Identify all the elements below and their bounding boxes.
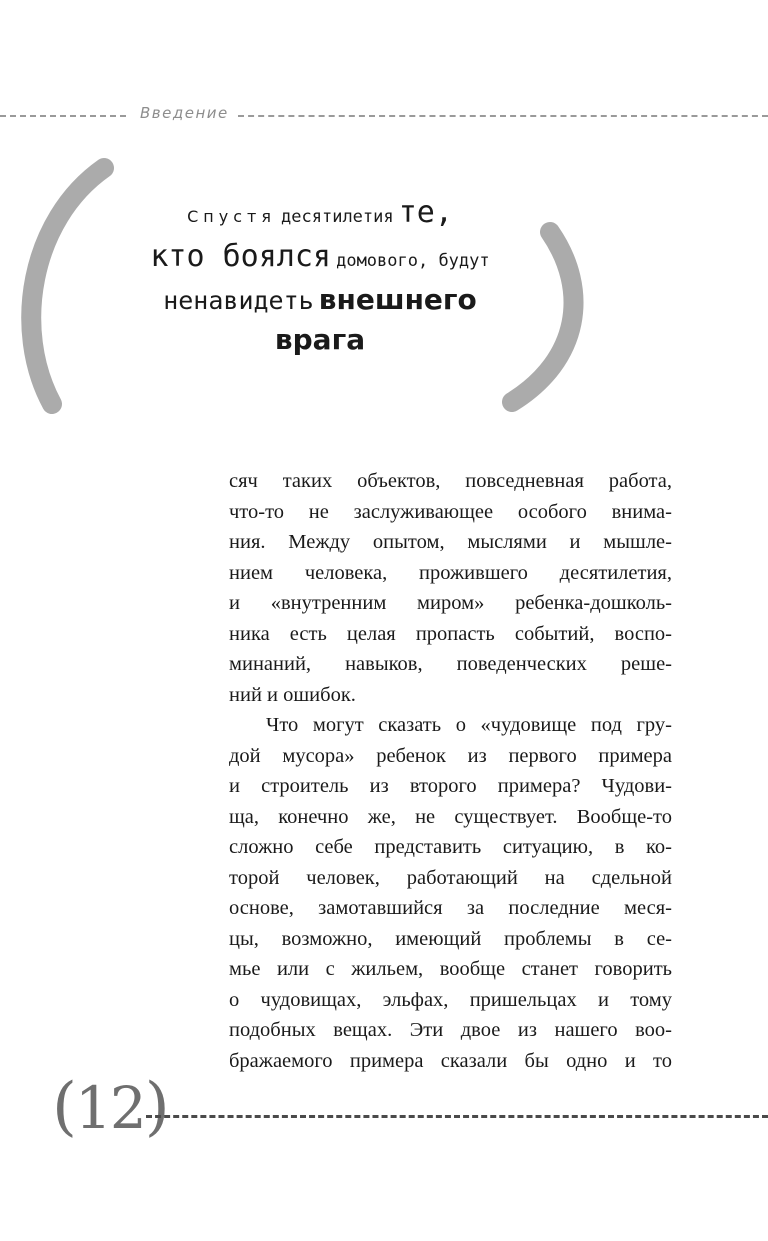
body-text bbox=[229, 466, 672, 1076]
text-line: цы, возможно, имеющий проблемы в се- bbox=[229, 927, 672, 950]
page-number bbox=[52, 1070, 168, 1144]
text-line: Что могут сказать о «чудовище под гру- bbox=[266, 714, 672, 736]
quote-word: домового, будут bbox=[336, 251, 490, 271]
text-line: ника есть целая пропасть событий, воспо- bbox=[229, 622, 672, 645]
text-line: сяч таких объектов, повседневная работа, bbox=[229, 470, 672, 492]
text-line: подобных вещах. Эти двое из нашего воо- bbox=[229, 1019, 672, 1041]
text-line: дой мусора» ребенок из первого примера bbox=[229, 744, 672, 767]
text-line: торой человек, работающий на сдельной bbox=[229, 866, 672, 889]
quote-word: врага bbox=[274, 323, 366, 356]
text-line: ний и ошибок. bbox=[229, 683, 356, 706]
quote-word: внешнего bbox=[318, 283, 477, 316]
quote-word: десятилетия bbox=[281, 207, 394, 227]
section-title: Введение bbox=[140, 104, 229, 122]
quote-word: те, bbox=[398, 195, 453, 230]
left-bracket-decoration bbox=[31, 168, 104, 404]
pull-quote-line-2 bbox=[100, 239, 540, 274]
text-line: и «внутренним миром» ребенка-дошколь- bbox=[229, 592, 672, 614]
text-line: нием человека, прожившего десятилетия, bbox=[229, 561, 672, 584]
pull-quote bbox=[100, 195, 540, 356]
footer-dash-line bbox=[146, 1115, 768, 1118]
page-number-open-paren: ( bbox=[52, 1070, 75, 1144]
pull-quote-line-3 bbox=[100, 283, 540, 316]
text-line: ния. Между опытом, мыслями и мышле- bbox=[229, 531, 672, 553]
text-line: бражаемого примера сказали бы одно и то bbox=[229, 1049, 672, 1072]
page-number-value: 12 bbox=[74, 1074, 145, 1142]
pull-quote-line-1 bbox=[100, 195, 540, 230]
text-line: основе, замотавшийся за последние меся- bbox=[229, 897, 672, 919]
quote-word: ненавидеть bbox=[163, 286, 314, 315]
page-number-close-paren: ) bbox=[144, 1070, 168, 1144]
quote-word: кто боялся bbox=[150, 239, 331, 274]
text-line: сложно себе представить ситуацию, в ко- bbox=[229, 836, 672, 858]
quote-word: Спустя bbox=[187, 207, 276, 226]
text-line: о чудовищах, эльфах, пришельцах и тому bbox=[229, 988, 672, 1011]
text-line: мье или с жильем, вообще станет говорить bbox=[229, 958, 672, 980]
text-line: минаний, навыков, поведенческих реше- bbox=[229, 653, 672, 675]
pull-quote-line-4 bbox=[100, 323, 540, 356]
text-line: что-то не заслуживающее особого внима- bbox=[229, 500, 672, 523]
text-line: ща, конечно же, не существует. Вообще-то bbox=[229, 805, 672, 828]
text-line: и строитель из второго примера? Чудови- bbox=[229, 775, 672, 797]
